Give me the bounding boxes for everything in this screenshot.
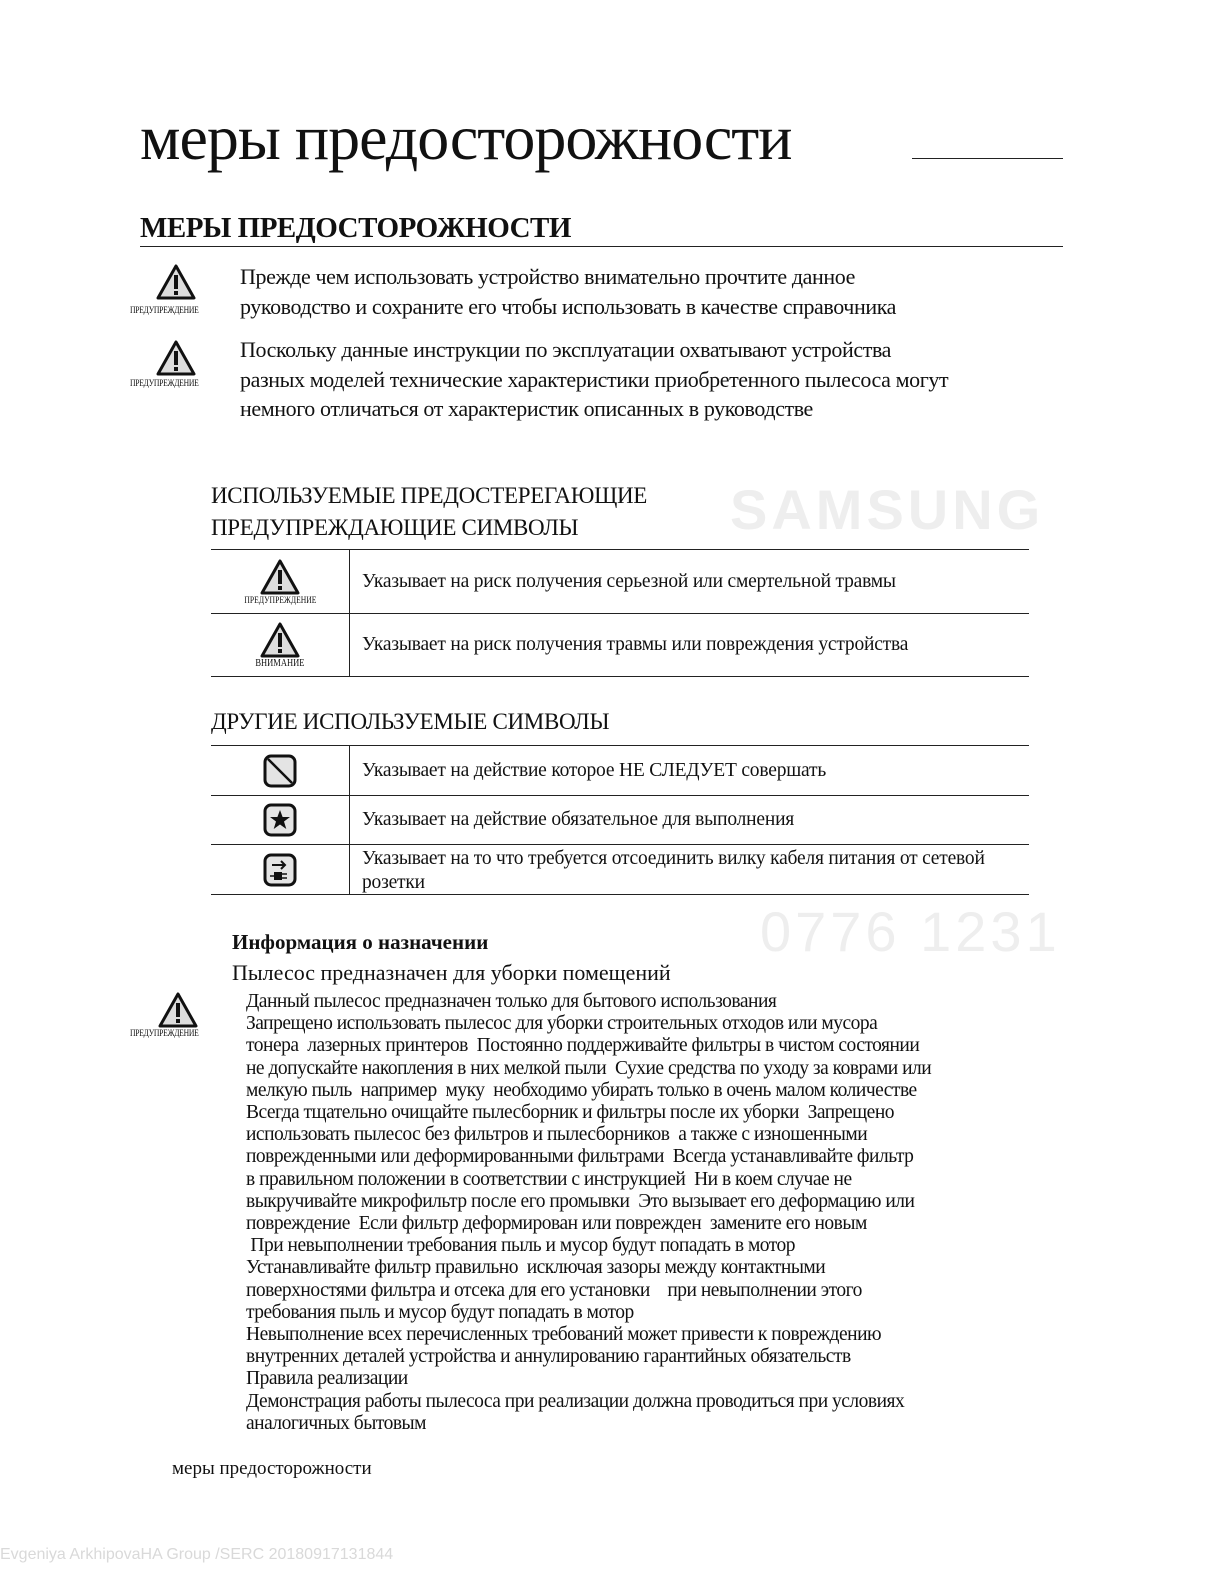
warning-triangle-icon (156, 340, 196, 376)
warning-label: ПРЕДУПРЕЖДЕНИЕ (130, 1028, 199, 1038)
prohibited-icon (262, 753, 298, 789)
unplug-icon (262, 852, 298, 888)
text-line: Демонстрация работы пылесоса при реализации должна проводиться при условиях (246, 1390, 905, 1412)
info-heading: Информация о назначении (232, 930, 489, 954)
text-line: руководство и сохраните его чтобы использовать в качестве справочника (240, 293, 897, 319)
icon-cell (211, 845, 350, 894)
icon-label: ПРЕДУПРЕЖДЕНИЕ (243, 594, 317, 605)
text-line: Запрещено использовать пылесос для уборки строительных отходов или мусора (246, 1013, 878, 1035)
title-rule (912, 158, 1063, 159)
warning-triangle-icon (156, 264, 196, 300)
text-line: Правила реализации (246, 1368, 408, 1390)
text-line: разных моделей технические характеристики приобретенного пылесоса могут (240, 366, 949, 392)
table-row (211, 746, 1029, 796)
heading-line: ПРЕДУПРЕЖДАЮЩИЕ СИМВОЛЫ (211, 515, 579, 540)
text-line: Прежде чем использовать устройство внимательно прочтите данное (240, 264, 855, 289)
warning-triangle-icon (260, 559, 300, 595)
warning-label: ПРЕДУПРЕЖДЕНИЕ (130, 378, 199, 388)
heading-line: ИСПОЛЬЗУЕМЫЕ ПРЕДОСТЕРЕГАЮЩИЕ (211, 483, 648, 508)
text-line: немного отличаться от характеристик описанных в руководстве (240, 396, 813, 421)
symbols-heading (211, 480, 647, 544)
text-line: требования пыль и мусор будут попадать в мотор (246, 1301, 634, 1323)
page-footer: меры предосторожности (172, 1458, 372, 1479)
mandatory-star-icon (262, 802, 298, 838)
text-line: аналогичных бытовым (246, 1412, 426, 1434)
caution-triangle-icon (260, 622, 300, 658)
text-line: Устанавливайте фильтр правильно исключая зазоры между контактными (246, 1257, 826, 1279)
text-line: Данный пылесос предназначен только для бытового использования (246, 991, 777, 1012)
symbol-description: Указывает на действие обязательное для выполнения (362, 809, 795, 830)
text-line: выкручивайте микрофильтр после его промывки Это вызывает его деформацию или (246, 1190, 915, 1212)
section-heading: МЕРЫ ПРЕДОСТОРОЖНОСТИ (140, 212, 571, 244)
symbol-description: Указывает на риск получения травмы или повреждения устройства (362, 634, 909, 655)
symbol-description: Указывает на то что требуется отсоединить вилку кабеля питания от сетевой розетки (362, 848, 985, 893)
warning-paragraph-1 (240, 262, 896, 321)
warning-label: ПРЕДУПРЕЖДЕНИЕ (130, 305, 199, 315)
symbol-description: Указывает на риск получения серьезной или смертельной травмы (362, 570, 896, 592)
page-title: меры предосторожности (140, 102, 792, 173)
info-subtitle: Пылесос предназначен для уборки помещений (232, 960, 671, 985)
other-symbols-table (211, 745, 1029, 895)
text-line: тонера лазерных принтеров Постоянно поддерживайте фильтры в чистом состоянии (246, 1035, 920, 1057)
warning-symbols-table (211, 549, 1029, 677)
text-line: повреждение Если фильтр деформирован или поврежден замените его новым (246, 1213, 867, 1235)
section-rule (140, 246, 1063, 247)
icon-cell (211, 550, 350, 613)
icon-cell (211, 796, 350, 844)
number-watermark: 0776 1231 (760, 900, 1061, 963)
text-line: внутренних деталей устройства и аннулированию гарантийных обязательств (246, 1346, 851, 1368)
text-line: мелкую пыль например муку необходимо убирать только в очень малом количестве (246, 1079, 917, 1101)
text-line: Всегда тщательно очищайте пылесборник и фильтры после их уборки Запрещено (246, 1102, 895, 1124)
warning-triangle-icon (158, 992, 198, 1028)
table-row (211, 796, 1029, 845)
text-line: использовать пылесос без фильтров и пылесборников а также с изношенными (246, 1124, 868, 1146)
table-row (211, 845, 1029, 895)
samsung-watermark: SAMSUNG (730, 478, 1045, 541)
table-row (211, 550, 1029, 614)
warning-paragraph-2 (240, 335, 948, 424)
text-line: поверхностями фильтра и отсека для его установки при невыполнении этого (246, 1279, 862, 1301)
symbol-description: Указывает на действие которое НЕ СЛЕДУЕТ совершать (362, 759, 827, 781)
icon-cell (211, 746, 350, 795)
text-line: поврежденными или деформированными фильтрами Всегда устанавливайте фильтр (246, 1146, 914, 1168)
text-line: При невыполнении требования пыль и мусор будут попадать в мотор (246, 1235, 796, 1257)
text-line: Поскольку данные инструкции по эксплуатации охватывают устройства (240, 337, 892, 362)
text-line: в правильном положении в соответствии с инструкцией Ни в коем случае не (246, 1168, 852, 1190)
other-symbols-heading: ДРУГИЕ ИСПОЛЬЗУЕМЫЕ СИМВОЛЫ (211, 709, 610, 734)
icon-label: ВНИМАНИЕ (255, 657, 305, 669)
table-row (211, 614, 1029, 677)
print-stamp: Evgeniya ArkhipovaHA Group /SERC 20180917131844 (0, 1546, 394, 1563)
info-body-text (246, 991, 931, 1435)
text-line: Невыполнение всех перечисленных требований может привести к повреждению (246, 1324, 882, 1346)
icon-cell (211, 614, 350, 676)
text-line: не допускайте накопления в них мелкой пыли Сухие средства по уходу за коврами или (246, 1057, 932, 1079)
